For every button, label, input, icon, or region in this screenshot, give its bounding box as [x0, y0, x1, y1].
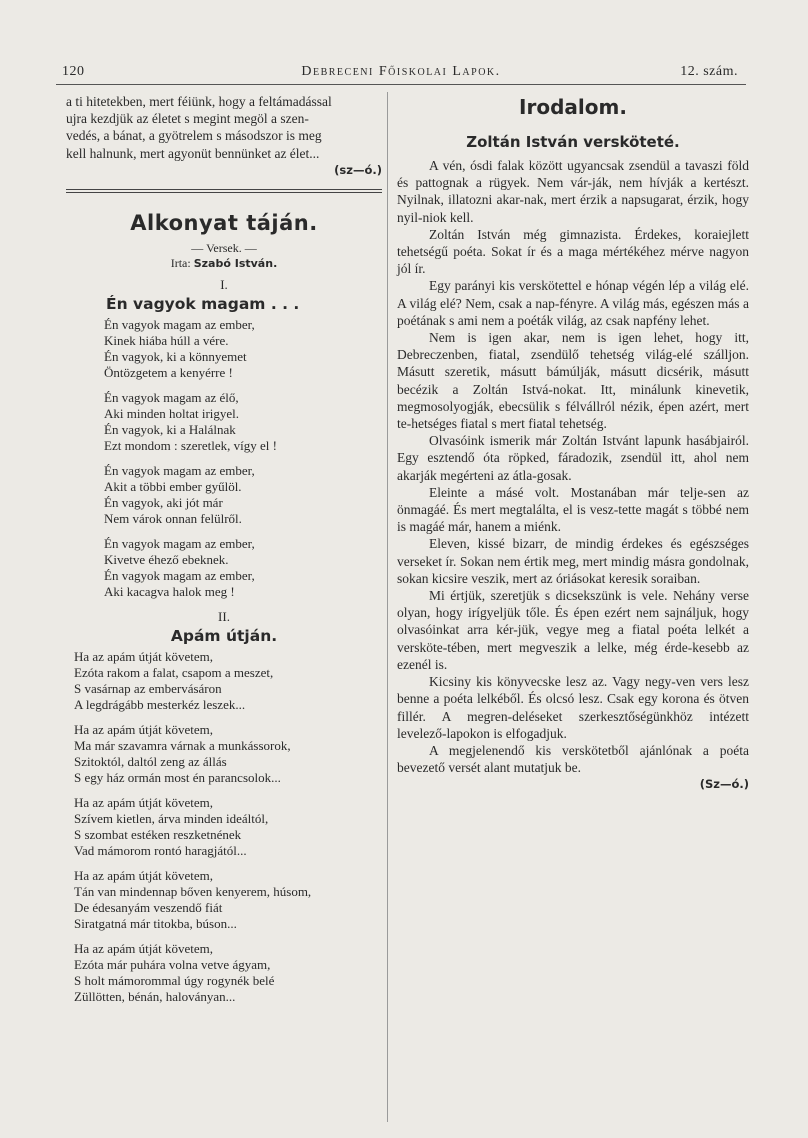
article-paragraph: Mi értjük, szeretjük s dicsekszünk is vele. Nehány verse olyan, hogy irígyeljük tőle. És épen ezért nem sajnáljuk, hogy olvasóinkat arra kér-jük, vegye meg a fiatal poéta lelkét a versköte-tében, mert megveszik a lelke, még érde-kesebb az ezenél is. — [397, 588, 749, 672]
journal-title: Debreceni Főiskolai Lapok. — [301, 64, 501, 79]
verse-line: De édesanyám veszendő fiát — [74, 899, 223, 915]
verse-line: Ezt mondom : szeretlek, vígy el ! — [104, 437, 277, 453]
issue-number: 12. szám. — [680, 64, 738, 79]
intro-signature: (sz—ó.) — [334, 162, 382, 177]
verse-line: S vasárnap az embervásáron — [74, 680, 222, 696]
stanza — [104, 463, 382, 527]
article-paragraph: A vén, ósdi falak között ugyancsak zsendül a tavaszi föld és pattognak a rügyek. Nem vár-ják, nem hívják a kertészt. Nyilnak, illatozni akar-nak, mert érzik a napsugarat, érzik, hogy nyil-niok kell. — [397, 158, 749, 225]
article-signature: (Sz—ó.) — [699, 777, 749, 792]
intro-line: vedés, a bánat, a gyötrelem s másodszor is meg — [66, 128, 322, 144]
stanza — [74, 649, 382, 713]
verse-line: S szombat estéken reszketnének — [74, 826, 242, 842]
part-title: Én vagyok magam . . . — [106, 294, 300, 313]
author-prefix: Irta: — [170, 255, 191, 270]
verse-line: Aki kacagva halok meg ! — [104, 583, 235, 599]
verse-line: Kivetve éhező ebeknek. — [104, 551, 229, 567]
part-numeral: II. — [218, 608, 230, 624]
verse-line: Ha az apám útját követem, — [74, 648, 213, 664]
verse-line: Aki minden holtat irigyel. — [104, 405, 240, 421]
verse-line: Én vagyok magam az ember, — [104, 462, 255, 478]
section-separator — [66, 189, 382, 193]
verse-line: Kinek hiába húll a vére. — [104, 332, 229, 348]
verse-line: Siratgatná már titokba, búson... — [74, 915, 237, 931]
article-paragraph: Kicsiny kis könyvecske lesz az. Vagy negy-ven vers lesz benne a poéta lelkéből. És olcsó lesz. Csak egy korona és ötven fillér. A megren-deléseket szerkesztőségünkhöz intézett levelező-lapokon is elfogadjuk. — [397, 674, 749, 741]
verse-line: Szívem kietlen, árva minden ideáltól, — [74, 810, 269, 826]
running-header — [56, 64, 746, 84]
stanza — [74, 722, 382, 786]
column-divider — [387, 92, 388, 1122]
article-paragraph: Olvasóink ismerik már Zoltán Istvánt lapunk hasábjairól. Egy esztendő óta röpked, fáradozik, zsendül itt, ahol nem akarják megérteni az átla-gosak. — [397, 433, 749, 483]
verse-line: Én vagyok magam az ember, — [104, 535, 255, 551]
verse-line: Öntözgetem a kenyérre ! — [104, 364, 233, 380]
section-title: Irodalom. — [519, 95, 627, 119]
part-numeral: I. — [220, 276, 228, 292]
verse-line: Tán van mindennap bőven kenyerem, húsom, — [74, 883, 312, 899]
poem-subtitle: — Versek. — — [191, 240, 257, 255]
stanza — [74, 941, 382, 1005]
verse-line: Vad mámorom rontó haragjától... — [74, 842, 247, 858]
verse-line: Szitoktól, daltól zeng az állás — [74, 753, 227, 769]
stanza — [104, 536, 382, 600]
verse-line: Ha az apám útját követem, — [74, 867, 213, 883]
author-name: Szabó István. — [193, 256, 278, 270]
intro-line: ujra kezdjük az életet s megint megöl a szen- — [66, 111, 309, 127]
article-paragraph: Eleinte a másé volt. Mostanában már telje-sen az önmagáé. És mert megtalálta, el is vesz-tette magát s többé nem is magáé már, hanem a miénk. — [397, 484, 749, 535]
article-paragraph: A megjelenendő kis verskötetből ajánlónak a poéta bevezető versét alant mutatjuk be. — [397, 742, 749, 776]
verse-line: Ma már szavamra várnak a munkássorok, — [74, 737, 291, 753]
verse-line: Akit a többi ember gyűlöl. — [104, 478, 242, 494]
article-paragraph: Egy parányi kis verskötettel e hónap végén lép a világ elé. A világ elé? Nem, csak a nap-fényre. A világ más, egészen más a poétának s ami nem a poéták világ, az csak napfény lehet. — [397, 278, 749, 328]
verse-line: Ha az apám útját követem, — [74, 721, 213, 737]
intro-line: kell halnunk, mert agyonüt bennünket az élet... — [66, 145, 320, 161]
verse-line: Nem várok onnan felülről. — [104, 510, 242, 526]
intro-line: a ti hitetekben, mert féiünk, hogy a feltámadással — [66, 94, 332, 109]
verse-line: Ha az apám útját követem, — [74, 940, 213, 956]
page-number: 120 — [62, 64, 85, 79]
article-paragraph: Nem is igen akar, nem is igen lehet, hogy itt, Debreczenben, fiatal, zsendülő tehetség világ-elé szálljon. Másutt szeretik, másutt bámúlják, másutt dicsérik, másutt becézik a Zoltán Istvá-nokat. Itt, minálunk kinevetik, megmosolyogják, ebecsülik s félvállról nézik, épen azért, mert te-hetséges fiatal s mert fiatal tehetség. — [397, 330, 749, 432]
intro-text — [66, 93, 382, 162]
verse-line: Ezóta rakom a falat, csapom a meszet, — [74, 664, 274, 680]
article-paragraph: Eleven, kissé bizarr, de mindig érdekes és egészséges verseket ír. Sokan nem értik meg, mert mindig másra gondolnak, sokan kicsire veszik, mert az óriásokat keresik soraiban. — [397, 536, 749, 586]
article-paragraph: Zoltán István még gimnazista. Érdekes, koraiejlett tehetségű poéta. Sokat ír és a maga mértékéhez mérve nagyon jól ír. — [397, 226, 749, 277]
part-title: Apám útján. — [170, 626, 278, 645]
verse-line: Én vagyok magam az élő, — [104, 389, 239, 405]
verse-line: Züllötten, bénán, haloványan... — [74, 988, 236, 1004]
stanza — [74, 795, 382, 859]
verse-line: Én vagyok, ki a könnyemet — [104, 348, 247, 364]
poem-title: Alkonyat táján. — [130, 210, 318, 235]
verse-line: Ezóta már puhára volna vetve ágyam, — [74, 956, 271, 972]
left-column — [66, 93, 382, 1014]
verse-line: S egy ház ormán most én parancsolok... — [74, 769, 281, 785]
header-rule — [56, 84, 746, 85]
stanza — [104, 317, 382, 381]
right-column — [397, 93, 749, 791]
stanza — [74, 868, 382, 932]
verse-line: Ha az apám útját követem, — [74, 794, 213, 810]
verse-line: Én vagyok, ki a Halálnak — [104, 421, 236, 437]
article-title: Zoltán István versköteté. — [466, 133, 680, 151]
verse-line: Én vagyok magam az ember, — [104, 567, 255, 583]
verse-line: Én vagyok magam az ember, — [104, 316, 255, 332]
author-line — [66, 256, 382, 271]
verse-line: Én vagyok, aki jót már — [104, 494, 223, 510]
verse-line: S holt mámorommal úgy rogynék belé — [74, 972, 275, 988]
verse-line: A legdrágább mesterkéz leszek... — [74, 696, 246, 712]
stanza — [104, 390, 382, 454]
